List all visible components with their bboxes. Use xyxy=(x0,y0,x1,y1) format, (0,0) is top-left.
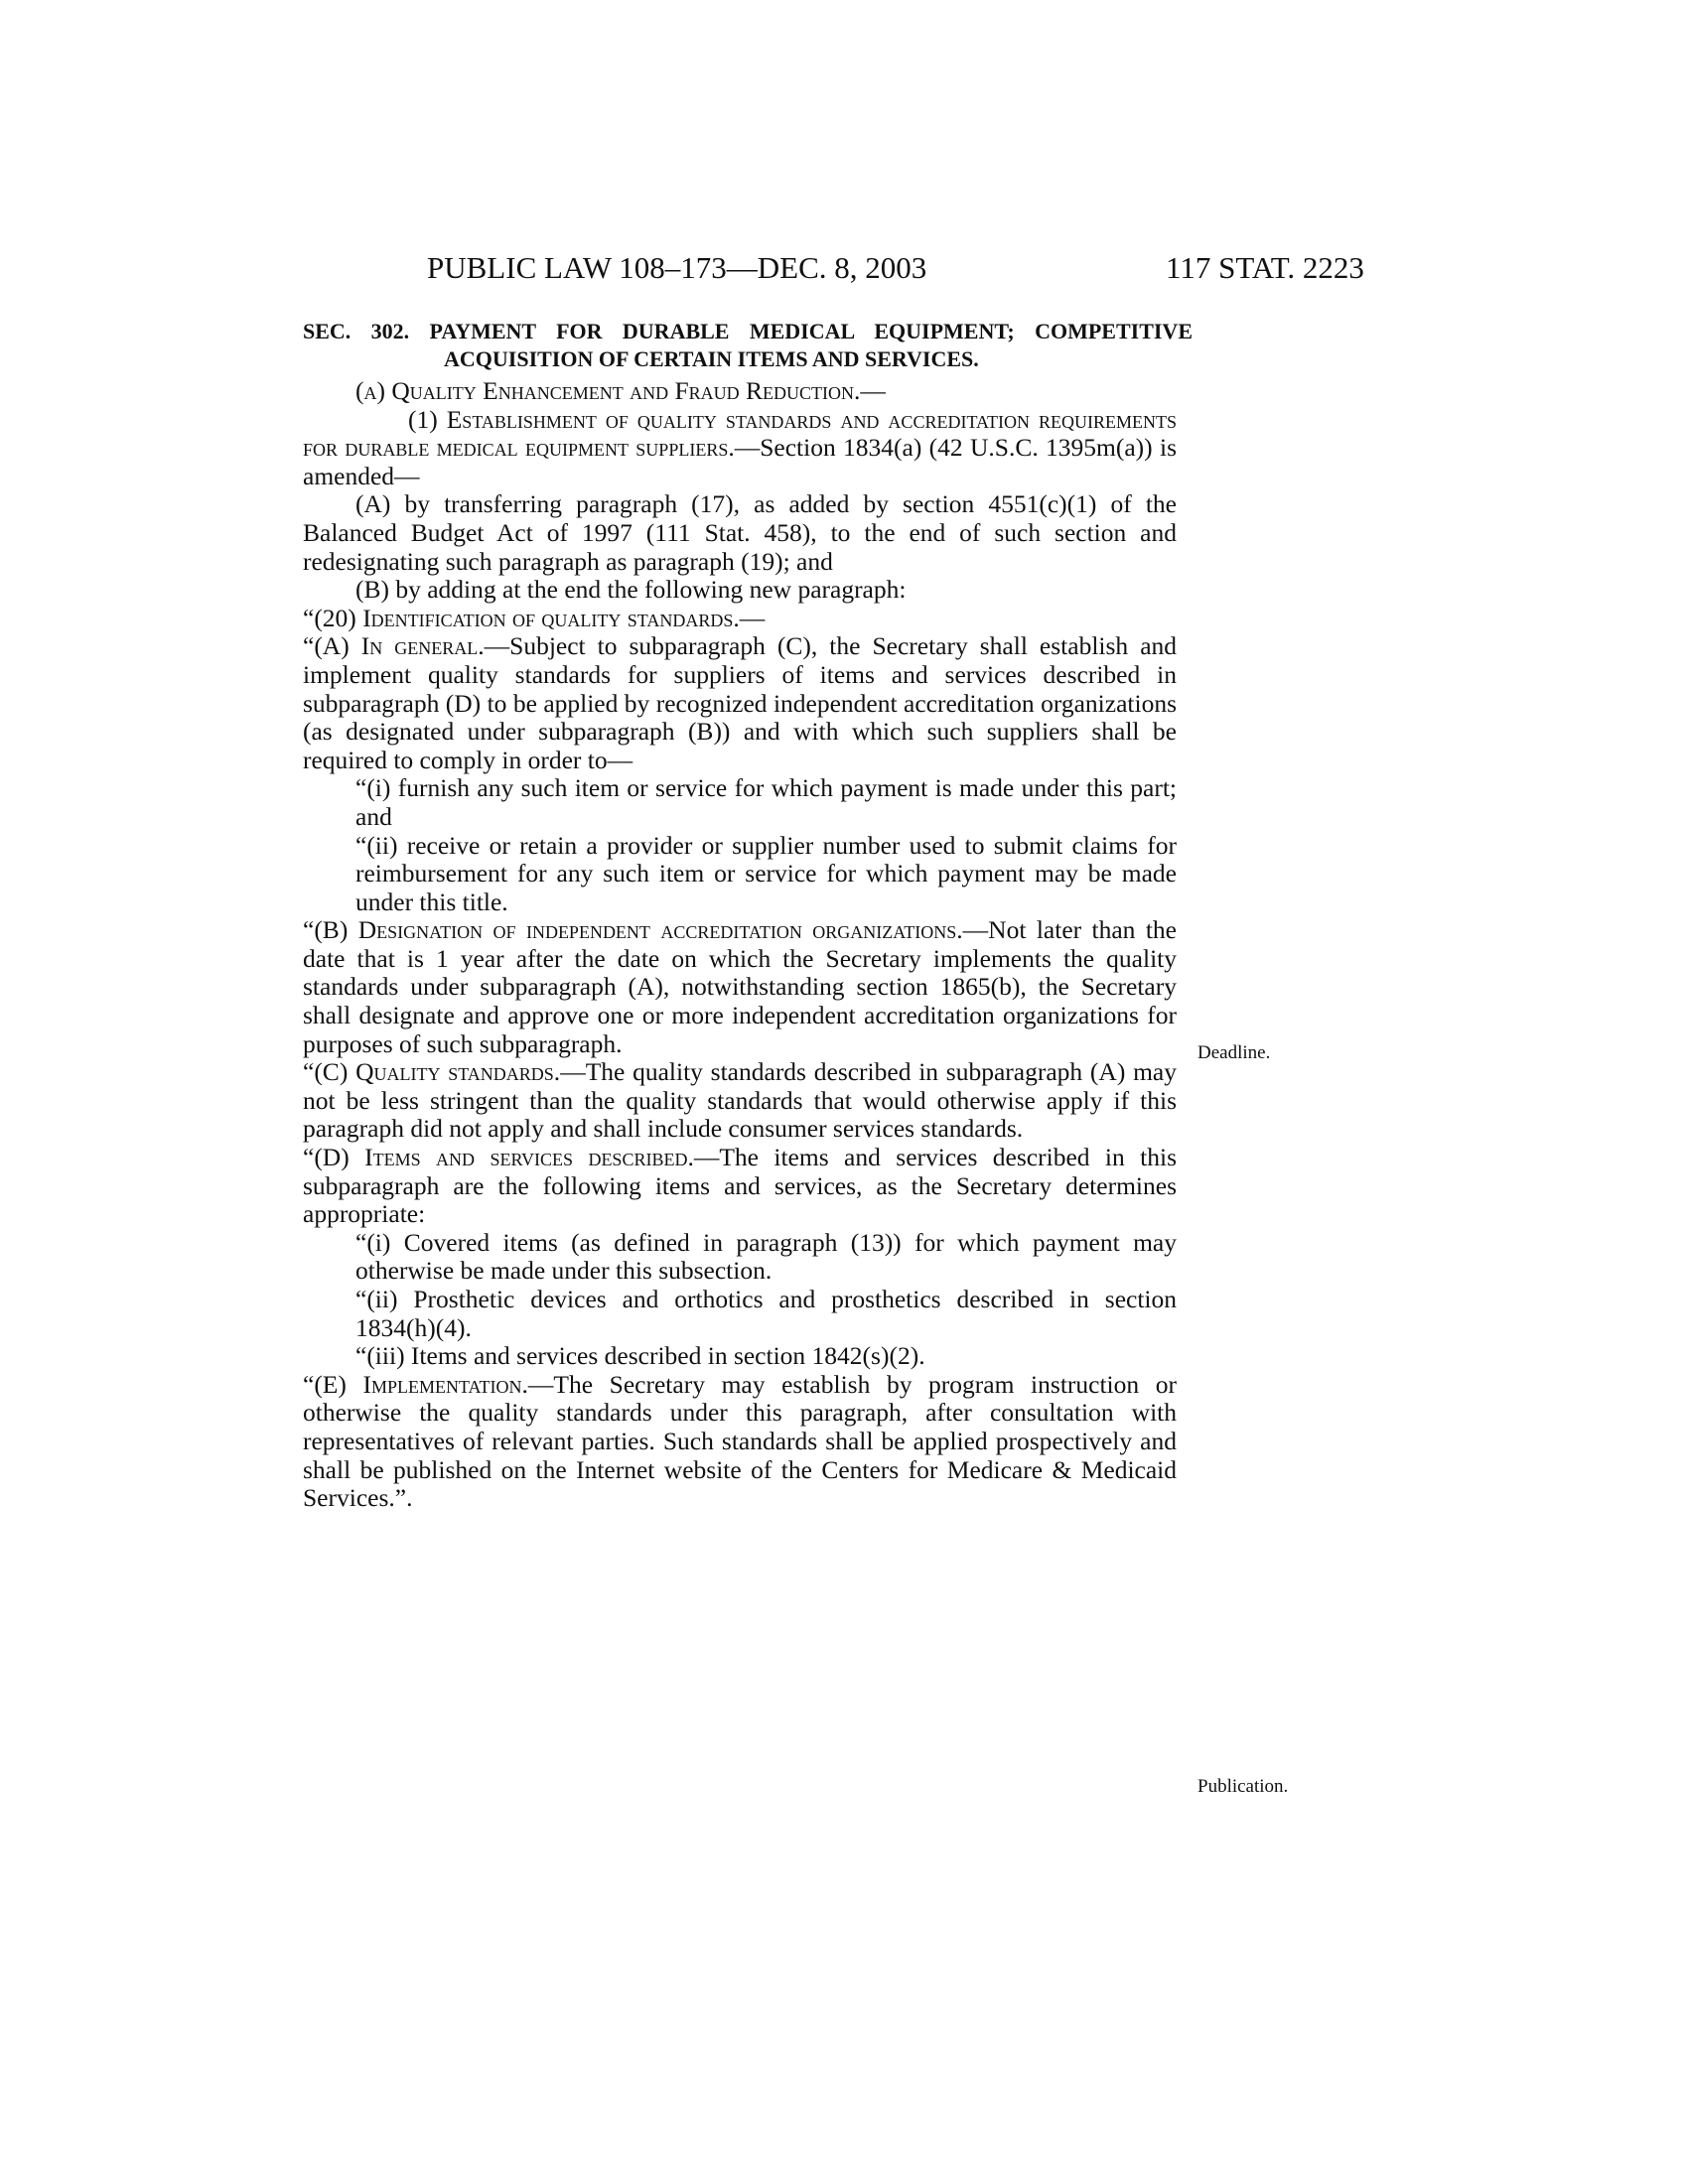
paragraph-1-text: —Section 1834(a) (42 U.S.C. 1395m(a)) is amended— xyxy=(303,433,1177,490)
clause-20A-lead: “(A) xyxy=(303,631,361,661)
clause-20A-text: —Subject to subparagraph (C), the Secretary shall establish and implement quality standards for suppliers of items and services described in subparagraph (D) to be applied by recognized independent accreditation organizations (as designated under subparagraph (B)) and with which such suppliers shall be required to comply in order to— xyxy=(303,631,1178,774)
clause-20C-lead: “(C) xyxy=(303,1057,356,1087)
paragraph-1 xyxy=(303,406,1177,491)
clause-20A xyxy=(303,632,1177,774)
document-body xyxy=(303,318,1193,1513)
subparagraph-B-amend xyxy=(303,576,1177,605)
clause-20A-i-text: “(i) furnish any such item or service for which payment is made under this part; and xyxy=(355,773,1177,831)
clause-20D-lead: “(D) xyxy=(303,1143,365,1172)
paragraph-20-lead: “(20) xyxy=(303,603,363,632)
clause-20D-heading: Items and services described. xyxy=(364,1143,694,1172)
clause-20D-iii xyxy=(303,1342,1177,1371)
clause-20B-text: —Not later than the date that is 1 year after the date on which the Secretary implements the quality standards under subparagraph (A), notwithstanding section 1865(b), the Secretary shall designate and approve one or more independent accreditation organizations for purposes of such subparagraph. xyxy=(303,915,1177,1058)
clause-20A-i xyxy=(303,774,1177,831)
clause-20D-iii-text: “(iii) Items and services described in section 1842(s)(2). xyxy=(355,1341,925,1371)
margin-note-publication: Publication. xyxy=(1197,1776,1289,1797)
clause-20B-heading: Designation of independent accreditation organizations. xyxy=(357,915,963,945)
clause-20A-ii-text: “(ii) receive or retain a provider or supplier number used to submit claims for reimbursement for any such item or service for which payment may be made under this title. xyxy=(355,830,1177,916)
clause-20C-text: —The quality standards described in subparagraph (A) may not be less stringent than the quality standards that would otherwise apply if this paragraph did not apply and shall include consumer services standards. xyxy=(303,1057,1177,1144)
clause-20A-ii xyxy=(303,832,1177,917)
paragraph-1-heading: (1) Establishment of quality standards and accreditation requirements for durable medical equipment suppliers. xyxy=(303,404,1177,463)
clause-20E-heading: Implementation. xyxy=(362,1369,528,1399)
law-citation: PUBLIC LAW 108–173—DEC. 8, 2003 xyxy=(427,250,927,285)
subparagraph-A-amend-text: (A) by transferring paragraph (17), as added by section 4551(c)(1) of the Balanced Budget Act of 1997 (111 Stat. 458), to the end of such section and redesignating such paragraph as paragraph (19); and xyxy=(303,489,1177,576)
statute-page: 117 STAT. 2223 xyxy=(1166,250,1364,285)
paragraph-20-heading: Identification of quality standards. xyxy=(362,603,740,632)
subsection-a-heading: (a) Quality Enhancement and Fraud Reduction.— xyxy=(355,376,886,405)
clause-20B xyxy=(303,916,1177,1058)
clause-20B-lead: “(B) xyxy=(303,915,358,945)
clause-20C xyxy=(303,1058,1177,1144)
clause-20E-lead: “(E) xyxy=(303,1369,363,1399)
clause-20C-heading: Quality standards. xyxy=(355,1057,561,1087)
clause-20D-ii-text: “(ii) Prosthetic devices and orthotics and prosthetics described in section 1834(h)(4). xyxy=(355,1285,1177,1342)
subparagraph-B-amend-text: (B) by adding at the end the following new paragraph: xyxy=(355,575,907,605)
clause-20D-i-text: “(i) Covered items (as defined in paragraph (13)) for which payment may otherwise be made under this subsection. xyxy=(355,1227,1177,1286)
clause-20D-text: —The items and services described in this subparagraph are the following items and services, as the Secretary determines appropriate: xyxy=(303,1143,1178,1229)
clause-20E xyxy=(303,1371,1177,1513)
clause-20A-heading: In general. xyxy=(360,631,485,661)
subsection-a xyxy=(303,377,1177,406)
new-paragraph-20 xyxy=(303,605,1177,633)
paragraph-20-text: — xyxy=(739,603,766,632)
section-heading: SEC. 302. PAYMENT FOR DURABLE MEDICAL EQUIPMENT; COMPETITIVE ACQUISITION OF CERTAIN ITEMS AND SERVICES. xyxy=(303,319,1193,371)
margin-note-deadline: Deadline. xyxy=(1197,1042,1271,1063)
clause-20D xyxy=(303,1144,1177,1229)
clause-20D-ii xyxy=(303,1286,1177,1342)
clause-20D-i xyxy=(303,1229,1177,1286)
clause-20E-text: —The Secretary may establish by program instruction or otherwise the quality standards under this paragraph, after consultation with representatives of relevant parties. Such standards shall be applied prospectively and shall be published on the Internet website of the Centers for Medicare & Medicaid Services.”. xyxy=(303,1369,1177,1513)
running-header xyxy=(0,248,1688,288)
subparagraph-A-amend xyxy=(303,490,1177,576)
